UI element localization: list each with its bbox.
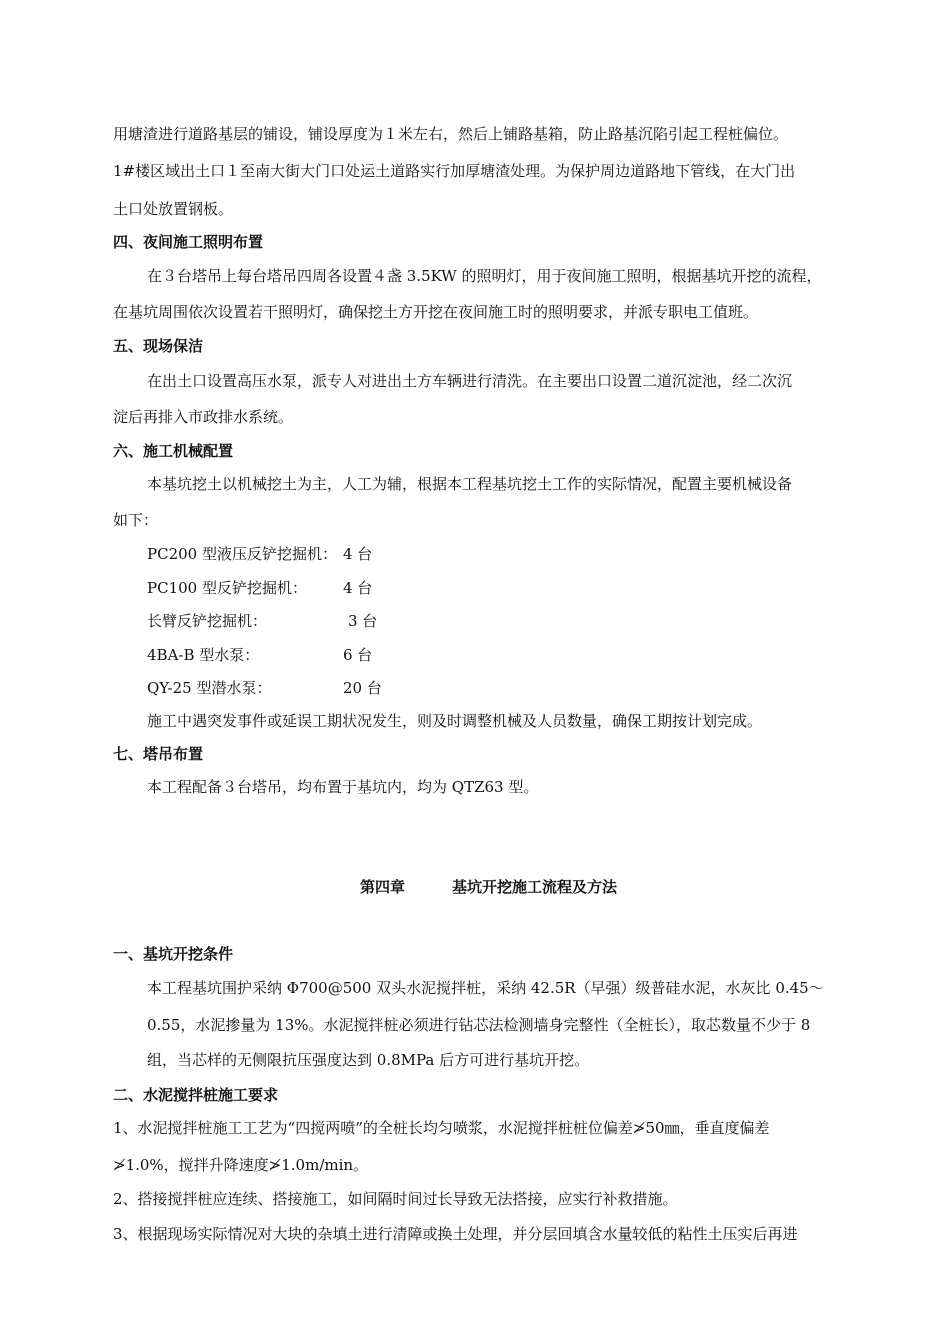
- body-line: 本工程配备３台塔吊，均布置于基坑内，均为 QTZ63 型。: [147, 778, 539, 796]
- section-heading-tower-crane: 七、塔吊布置: [113, 745, 204, 763]
- body-line: 1#楼区域出土口１至南大街大门口处运土道路实行加厚塘渣处理。为保护周边道路地下管线，在大门出: [113, 162, 796, 180]
- chapter-title: 基坑开挖施工流程及方法: [452, 878, 618, 896]
- section-heading-machinery: 六、施工机械配置: [113, 442, 234, 460]
- section-heading-lighting: 四、夜间施工照明布置: [113, 233, 264, 251]
- body-line: 本工程基坑围护采纳 Φ700@500 双头水泥搅拌桩，采纳 42.5R（早强）级普硅水泥，水灰比 0.45～: [147, 979, 824, 997]
- machine-qty: 4 台: [343, 545, 373, 563]
- body-line: ≯1.0%，搅拌升降速度≯1.0m/min。: [113, 1156, 369, 1174]
- body-line: 施工中遇突发事件或延误工期状况发生，则及时调整机械及人员数量，确保工期按计划完成。: [147, 712, 763, 730]
- body-line: 3、根据现场实际情况对大块的杂填土进行清障或换土处理，并分层回填含水量较低的粘性土压实后再进: [113, 1225, 798, 1243]
- body-line: 土口处放置钢板。: [113, 200, 234, 218]
- body-line: 本基坑挖土以机械挖土为主，人工为辅，根据本工程基坑挖土工作的实际情况，配置主要机械设备: [147, 475, 793, 493]
- body-line: 在出土口设置高压水泵，派专人对进出土方车辆进行清洗。在主要出口设置二道沉淀池，经二次沉: [147, 372, 793, 390]
- body-line: 淀后再排入市政排水系统。: [113, 408, 294, 426]
- machine-name: 4BA-B 型水泵：: [147, 646, 260, 664]
- section-heading-cleaning: 五、现场保洁: [113, 337, 204, 355]
- body-line: 组，当芯样的无侧限抗压强度达到 0.8MPa 后方可进行基坑开挖。: [147, 1051, 590, 1069]
- body-line: 1、水泥搅拌桩施工工艺为“四搅两喷”的全桩长均匀喷浆，水泥搅拌桩桩位偏差≯50㎜，垂直度偏差: [113, 1119, 770, 1137]
- body-line: 在基坑周围依次设置若干照明灯，确保挖土方开挖在夜间施工时的照明要求，并派专职电工值班。: [113, 303, 759, 321]
- body-line: 0.55，水泥掺量为 13%。水泥搅拌桩必须进行钻芯法检测墙身完整性（全桩长），取芯数量不少于 8: [147, 1016, 811, 1034]
- machine-qty: 3 台: [348, 612, 378, 630]
- chapter-number: 第四章: [360, 878, 406, 896]
- machine-name: PC200 型液压反铲挖掘机：: [147, 545, 337, 563]
- machine-qty: 20 台: [343, 679, 382, 697]
- body-line: 用塘渣进行道路基层的铺设，铺设厚度为１米左右，然后上铺路基箱，防止路基沉陷引起工程桩偏位。: [113, 125, 789, 143]
- machine-name: 长臂反铲挖掘机：: [147, 612, 268, 630]
- section-heading-excavation-conditions: 一、基坑开挖条件: [113, 945, 234, 963]
- machine-name: QY-25 型潜水泵：: [147, 679, 272, 697]
- machine-name: PC100 型反铲挖掘机：: [147, 579, 307, 597]
- machine-qty: 4 台: [343, 579, 373, 597]
- section-heading-mixing-pile-requirements: 二、水泥搅拌桩施工要求: [113, 1086, 279, 1104]
- body-line: 如下：: [113, 511, 159, 529]
- body-line: 2、搭接搅拌桩应连续、搭接施工，如间隔时间过长导致无法搭接，应实行补救措施。: [113, 1190, 678, 1208]
- body-line: 在３台塔吊上每台塔吊四周各设置４盏 3.5KW 的照明灯，用于夜间施工照明，根据基坑开挖的流程，: [147, 267, 822, 285]
- machine-qty: 6 台: [343, 646, 373, 664]
